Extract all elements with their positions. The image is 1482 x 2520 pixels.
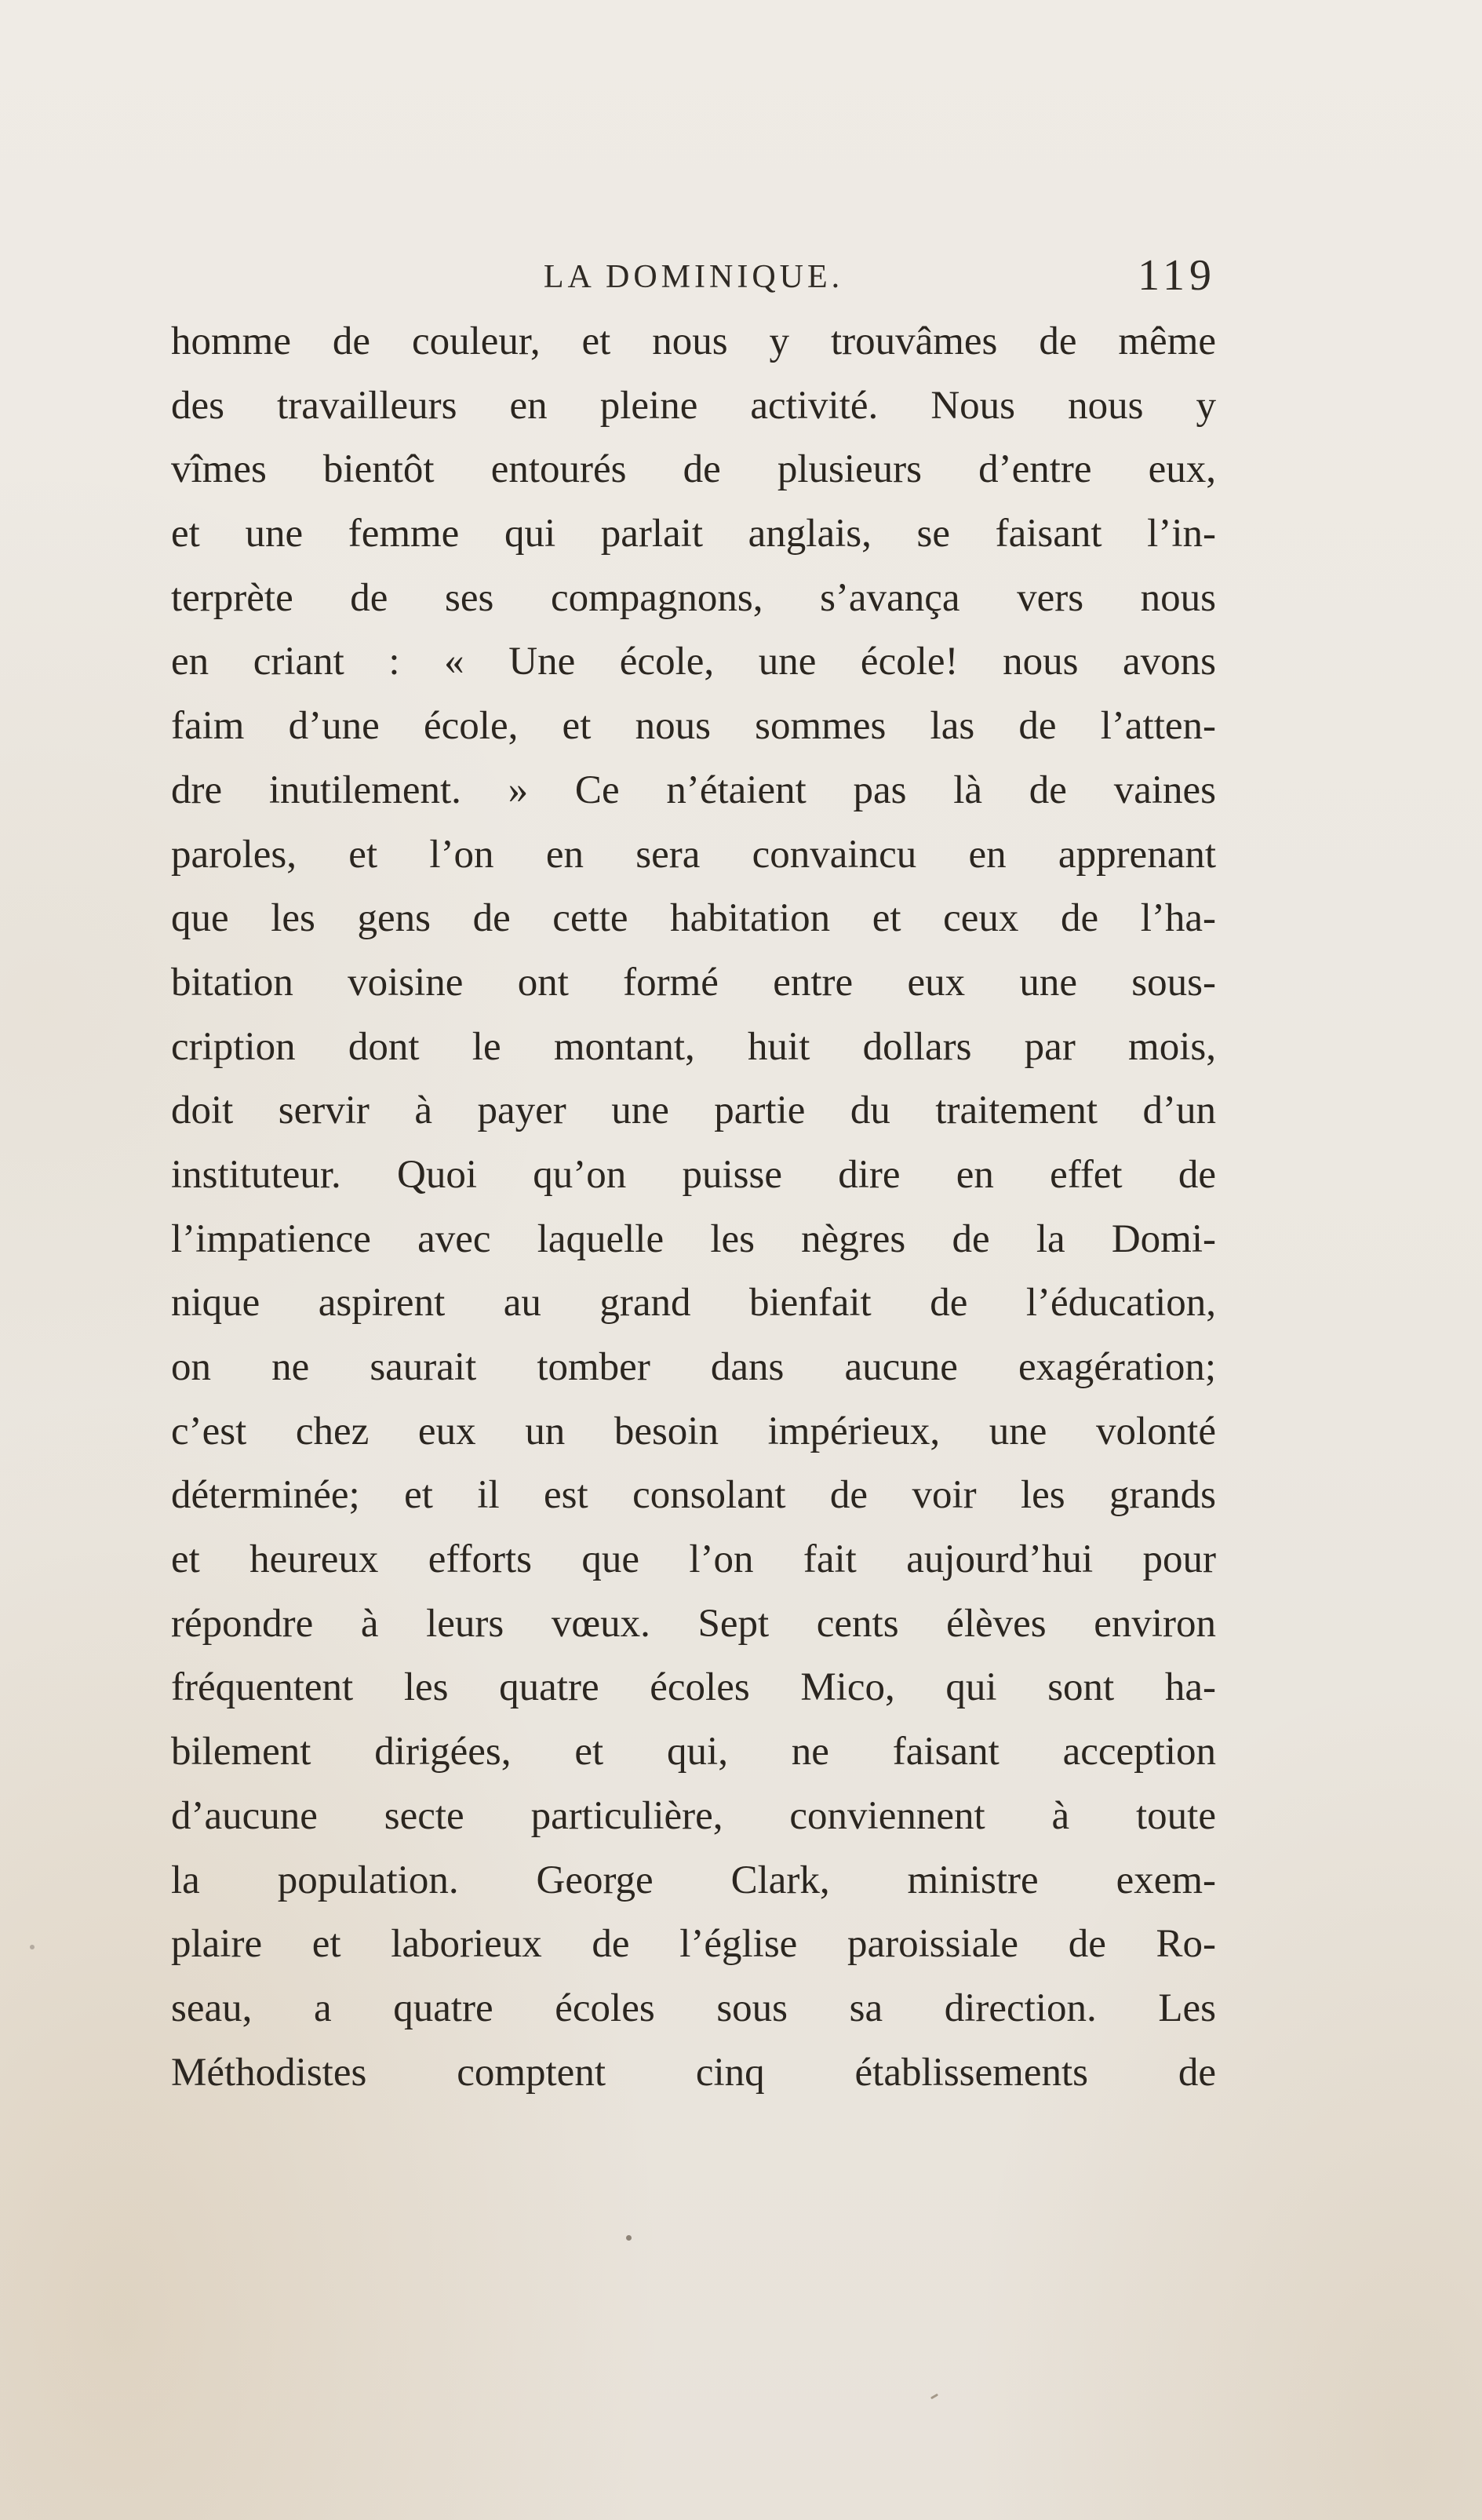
text-line: paroles, et l’on en sera convaincu en apprenant: [171, 832, 1216, 877]
text-line: bitation voisine ont formé entre eux une sous-: [171, 960, 1216, 1005]
text-line: en criant : « Une école, une école! nous avons: [171, 640, 1216, 684]
text-line: d’aucune secte particulière, conviennent à toute: [171, 1793, 1216, 1838]
text-line: que les gens de cette habitation et ceux de l’ha-: [171, 896, 1216, 941]
text-line: vîmes bientôt entourés de plusieurs d’entre eux,: [171, 447, 1216, 492]
paper-speck: [930, 2394, 938, 2400]
text-line: seau, a quatre écoles sous sa direction. Les: [171, 1986, 1216, 2030]
text-line: fréquentent les quatre écoles Mico, qui sont ha-: [171, 1665, 1216, 1710]
text-line: terprète de ses compagnons, s’avança vers nous: [171, 575, 1216, 620]
text-line: on ne saurait tomber dans aucune exagération;: [171, 1345, 1216, 1389]
running-head: [171, 247, 1216, 302]
text-line: faim d’une école, et nous sommes las de l’atten-: [171, 704, 1216, 749]
text-line: instituteur. Quoi qu’on puisse dire en effet de: [171, 1152, 1216, 1197]
text-line: déterminée; et il est consolant de voir les grands: [171, 1473, 1216, 1518]
paper-speck: [30, 1945, 35, 1949]
text-line: la population. George Clark, ministre exem-: [171, 1858, 1216, 1902]
text-line: et une femme qui parlait anglais, se faisant l’in-: [171, 512, 1216, 556]
text-line: doit servir à payer une partie du traitement d’un: [171, 1089, 1216, 1133]
text-line: plaire et laborieux de l’église paroissiale de Ro-: [171, 1922, 1216, 1967]
text-line: et heureux efforts que l’on fait aujourd’hui pour: [171, 1537, 1216, 1582]
text-line: des travailleurs en pleine activité. Nous nous y: [171, 383, 1216, 428]
text-line: cription dont le montant, huit dollars par mois,: [171, 1024, 1216, 1069]
text-line: homme de couleur, et nous y trouvâmes de même: [171, 319, 1216, 363]
text-line: l’impatience avec laquelle les nègres de la Domi-: [171, 1216, 1216, 1261]
text-line: répondre à leurs vœux. Sept cents élèves environ: [171, 1601, 1216, 1646]
body-text: [171, 310, 1216, 2105]
running-title: LA DOMINIQUE.: [543, 259, 844, 295]
text-line: c’est chez eux un besoin impérieux, une volonté: [171, 1409, 1216, 1453]
text-line: dre inutilement. » Ce n’étaient pas là de vaines: [171, 768, 1216, 812]
text-line: Méthodistes comptent cinq établissements de: [171, 2050, 1216, 2095]
paper-speck: [626, 2235, 632, 2241]
page-number: 119: [1138, 251, 1216, 300]
text-line: bilement dirigées, et qui, ne faisant acception: [171, 1730, 1216, 1774]
text-line: nique aspirent au grand bienfait de l’éducation,: [171, 1281, 1216, 1326]
